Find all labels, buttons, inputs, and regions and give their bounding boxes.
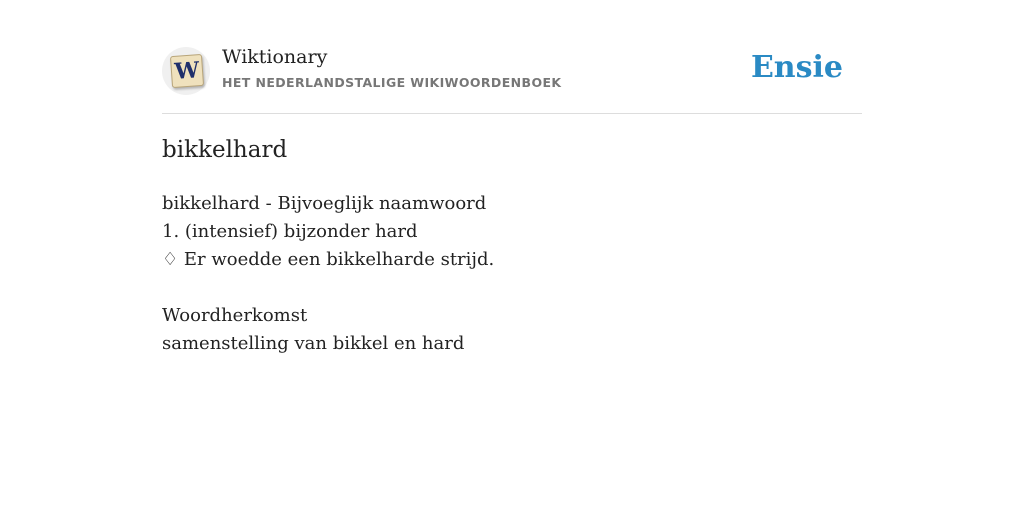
ensie-brand-link[interactable]: Ensie xyxy=(750,50,843,85)
site-tagline: HET NEDERLANDSTALIGE WIKIWOORDENBOEK xyxy=(222,75,562,90)
logo-tile-icon: W xyxy=(170,54,204,88)
site-header xyxy=(162,0,862,114)
entry-line-example: ♢ Er woedde een bikkelharde strijd. xyxy=(162,249,495,270)
page xyxy=(162,0,862,354)
wiktionary-logo[interactable] xyxy=(162,47,210,95)
entry-line-definition: 1. (intensief) bijzonder hard xyxy=(162,221,418,242)
entry-line-etymology-heading: Woordherkomst xyxy=(162,305,308,326)
site-name[interactable]: Wiktionary xyxy=(222,46,328,68)
entry-line-definition-header: bikkelhard - Bijvoeglijk naamwoord xyxy=(162,193,487,214)
page-title: bikkelhard xyxy=(162,137,288,163)
entry-content xyxy=(162,190,862,358)
entry-line-etymology: samenstelling van bikkel en hard xyxy=(162,333,465,354)
entry-line-spacer xyxy=(162,274,862,302)
